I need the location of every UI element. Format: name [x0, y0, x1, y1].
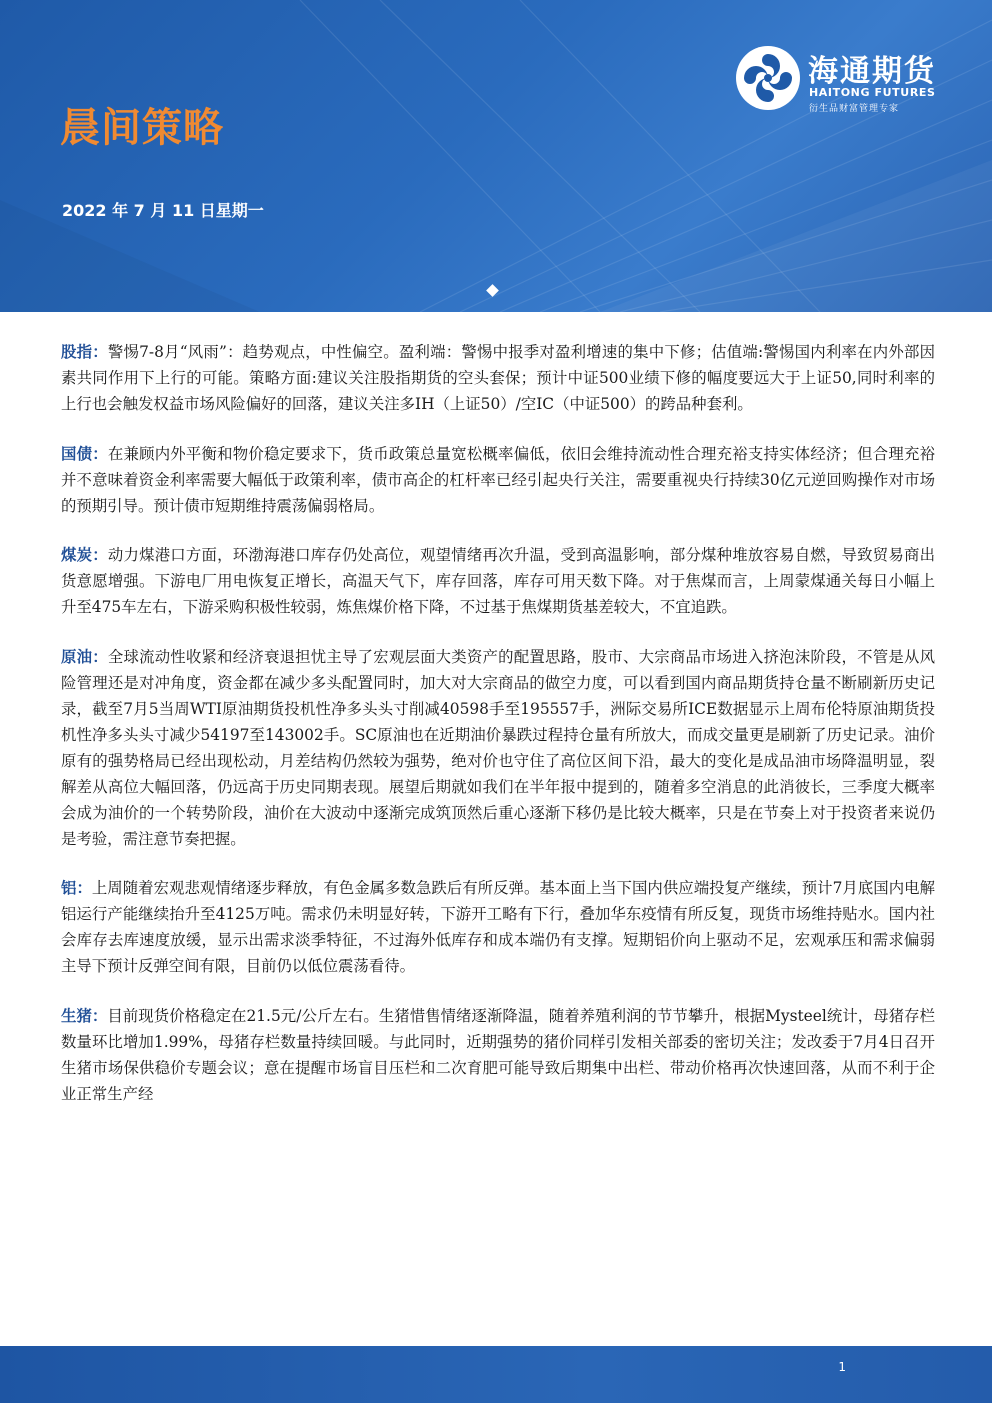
- report-body: [61, 340, 935, 1132]
- section-treasury-bonds: 国债：在兼顾内外平衡和物价稳定要求下，货币政策总量宽松概率偏低，依旧会维持流动性合理充裕支持实体经济；但合理充裕并不意味着资金利率需要大幅低于政策利率，债市高企的杠杆率已经引起央行关注，需要重视央行持续30亿元逆回购操作对市场的预期引导。预计债市短期维持震荡偏弱格局。: [61, 444, 935, 515]
- section-label: 国债: [61, 444, 93, 463]
- logo-emblem-icon: [736, 46, 800, 110]
- section-crude-oil: 原油：全球流动性收紧和经济衰退担忧主导了宏观层面大类资产的配置思路，股市、大宗商品市场进入挤泡沫阶段，不管是从风险管理还是对冲角度，资金都在减少多头配置同时，加大对大宗商品的做空力度，可以看到国内商品期货持仓量不断刷新历史记录，截至7月5当周WTI原油期货投机性净多头头寸削减40598手至195557手，洲际交易所ICE数据显示上周布伦特原油期货投机性净多头头寸减少54197至143002手。SC原油也在近期油价暴跌过程持仓量有所放大，而成交量更是刷新了历史记录。油价原有的强势格局已经出现松动，月差结构仍然较为强势，绝对价也守住了高位区间下沿，最大的变化是成品油市场降温明显，裂解差从高位大幅回落，仍远高于历史同期表现。展望后期就如我们在半年报中提到的，随着多空消息的此消彼长，三季度大概率会成为油价的一个转势阶段，油价在大波动中逐渐完成筑顶然后重心逐渐下移仍是比较大概率，只是在节奏上对于投资者来说仍是考验，需注意节奏把握。: [61, 648, 935, 848]
- page-number: 1: [838, 1360, 846, 1374]
- section-label: 股指: [61, 343, 93, 361]
- logo-name: 海通期货: [808, 54, 936, 89]
- report-title: 晨间策略: [60, 105, 224, 151]
- section-label: 煤炭: [61, 546, 93, 565]
- logo-slogan: 衍生品财富管理专家: [809, 104, 900, 114]
- section-text: 警惕7-8月“风雨”：趋势观点，中性偏空。盈利端：警惕中报季对盈利增速的集中下修；估值端:警惕国内利率在内外部因素共同作用下上行的可能。策略方面:建议关注股指期货的空头套保；预计中证500业绩下修的幅度要远大于上证50,同时利率的上行也会触发权益市场风险偏好的回落，建议关注多IH（上证50）/空IC（中证500）的跨品种套利。: [61, 343, 935, 413]
- section-text: 动力煤港口方面，环渤海港口库存仍处高位，观望情绪再次升温，受到高温影响，部分煤种堆放容易自燃，导致贸易商出货意愿增强。下游电厂用电恢复正增长，高温天气下，库存回落，库存可用天数下降。对于焦煤而言，上周蒙煤通关每日小幅上升至475车左右，下游采购积极性较弱，炼焦煤价格下降，不过基于焦煤期货基差较大，不宜追跌。: [61, 546, 935, 617]
- section-label: 生猪: [61, 1007, 92, 1026]
- section-stock-index: 股指：警惕7-8月“风雨”：趋势观点，中性偏空。盈利端：警惕中报季对盈利增速的集中下修；估值端:警惕国内利率在内外部因素共同作用下上行的可能。策略方面:建议关注股指期货的空头套保；预计中证500业绩下修的幅度要远大于上证50,同时利率的上行也会触发权益市场风险偏好的回落，建议关注多IH（上证50）/空IC（中证500）的跨品种套利。: [61, 343, 935, 413]
- logo-english-name: HAITONG FUTURES: [809, 86, 936, 99]
- report-date: 2022 年 7 月 11 日星期一: [62, 201, 264, 220]
- company-logo: [736, 44, 956, 116]
- section-text: 在兼顾内外平衡和物价稳定要求下，货币政策总量宽松概率偏低，依旧会维持流动性合理充裕支持实体经济；但合理充裕并不意味着资金利率需要大幅低于政策利率，债市高企的杠杆率已经引起央行关注，需要重视央行持续30亿元逆回购操作对市场的预期引导。预计债市短期维持震荡偏弱格局。: [61, 444, 935, 515]
- section-label: 原油: [61, 648, 93, 667]
- section-aluminum: 铝：上周随着宏观悲观情绪逐步释放，有色金属多数急跌后有所反弹。基本面上当下国内供应端投复产继续，预计7月底国内电解铝运行产能继续抬升至4125万吨。需求仍未明显好转，下游开工略有下行，叠加华东疫情有所反复，现货市场维持贴水。国内社会库存去库速度放缓，显示出需求淡季特征，不过海外低库存和成本端仍有支撑。短期铝价向上驱动不足，宏观承压和需求偏弱主导下预计反弹空间有限，目前仍以低位震荡看待。: [61, 879, 935, 976]
- section-text: 全球流动性收紧和经济衰退担忧主导了宏观层面大类资产的配置思路，股市、大宗商品市场进入挤泡沫阶段，不管是从风险管理还是对冲角度，资金都在减少多头配置同时，加大对大宗商品的做空力度，可以看到国内商品期货持仓量不断刷新历史记录，截至7月5当周WTI原油期货投机性净多头头寸削减40598手至195557手，洲际交易所ICE数据显示上周布伦特原油期货投机性净多头头寸减少54197至143002手。SC原油也在近期油价暴跌过程持仓量有所放大，而成交量更是刷新了历史记录。油价原有的强势格局已经出现松动，月差结构仍然较为强势，绝对价也守住了高位区间下沿，最大的变化是成品油市场降温明显，裂解差从高位大幅回落，仍远高于历史同期表现。展望后期就如我们在半年报中提到的，随着多空消息的此消彼长，三季度大概率会成为油价的一个转势阶段，油价在大波动中逐渐完成筑顶然后重心逐渐下移仍是比较大概率，只是在节奏上对于投资者来说仍是考验，需注意节奏把握。: [61, 648, 935, 848]
- section-coal: 煤炭：动力煤港口方面，环渤海港口库存仍处高位，观望情绪再次升温，受到高温影响，部分煤种堆放容易自燃，导致贸易商出货意愿增强。下游电厂用电恢复正增长，高温天气下，库存回落，库存可用天数下降。对于焦煤而言，上周蒙煤通关每日小幅上升至475车左右，下游采购积极性较弱，炼焦煤价格下降，不过基于焦煤期货基差较大，不宜追跌。: [61, 546, 935, 617]
- section-live-hogs: 生猪：目前现货价格稳定在21.5元/公斤左右。生猪惜售情绪逐渐降温，随着养殖利润的节节攀升，根据Mysteel统计，母猪存栏数量环比增加1.99%，母猪存栏数量持续回暖。与此同时，近期强势的猪价同样引发相关部委的密切关注；发改委于7月4日召开生猪市场保供稳价专题会议；意在提醒市场盲目压栏和二次育肥可能导致后期集中出栏、带动价格再次快速回落，从而不利于企业正常生产经: [61, 1007, 935, 1103]
- report-header: [0, 0, 992, 312]
- section-text: 上周随着宏观悲观情绪逐步释放，有色金属多数急跌后有所反弹。基本面上当下国内供应端投复产继续，预计7月底国内电解铝运行产能继续抬升至4125万吨。需求仍未明显好转，下游开工略有下行，叠加华东疫情有所反复，现货市场维持贴水。国内社会库存去库速度放缓，显示出需求淡季特征，不过海外低库存和成本端仍有支撑。短期铝价向上驱动不足，宏观承压和需求偏弱主导下预计反弹空间有限，目前仍以低位震荡看待。: [61, 879, 935, 976]
- page-footer: [0, 1346, 992, 1403]
- section-label: 铝: [61, 879, 77, 898]
- section-text: 目前现货价格稳定在21.5元/公斤左右。生猪惜售情绪逐渐降温，随着养殖利润的节节攀升，根据Mysteel统计，母猪存栏数量环比增加1.99%，母猪存栏数量持续回暖。与此同时，近期强势的猪价同样引发相关部委的密切关注；发改委于7月4日召开生猪市场保供稳价专题会议；意在提醒市场盲目压栏和二次育肥可能导致后期集中出栏、带动价格再次快速回落，从而不利于企业正常生产经: [61, 1007, 935, 1103]
